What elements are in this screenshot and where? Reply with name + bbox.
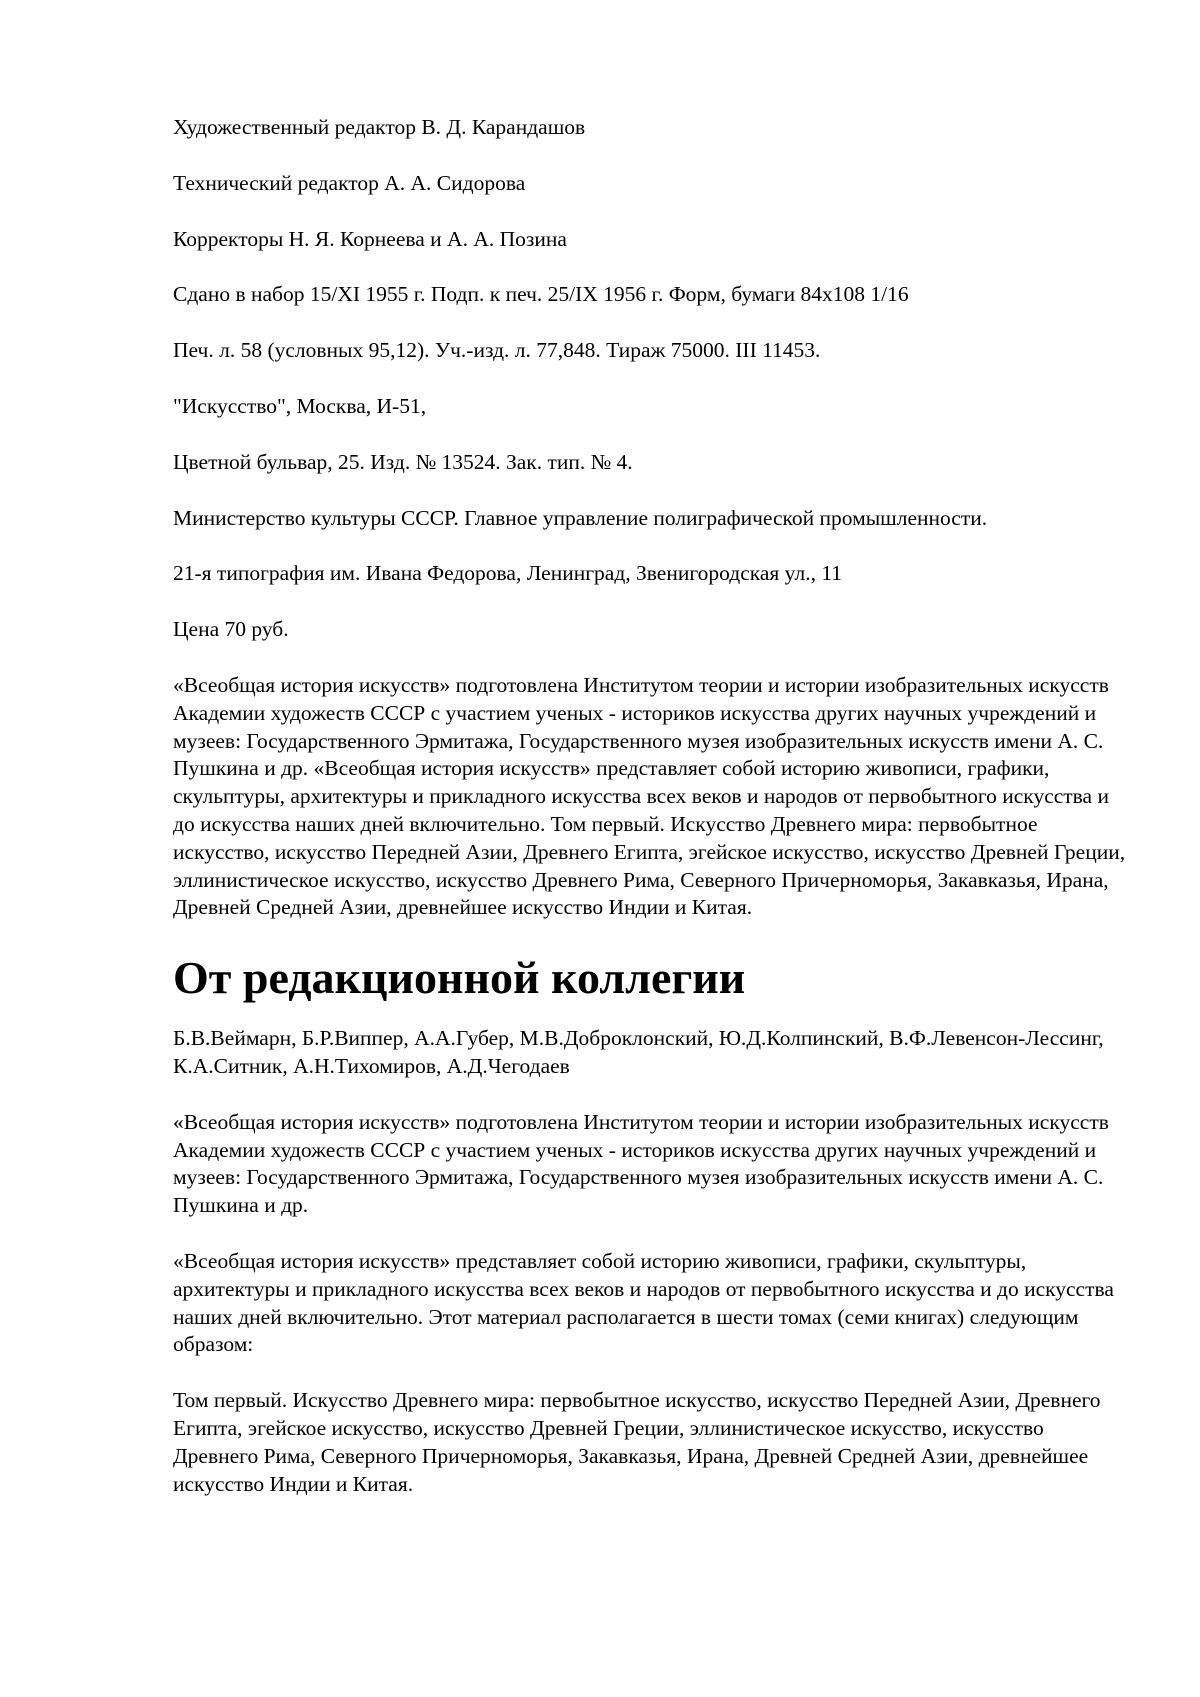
imprint-price: Цена 70 руб. [173, 617, 289, 642]
imprint-printing-house: 21-я типография им. Ивана Федорова, Ленинград, Звенигородская ул., 11 [173, 561, 843, 586]
imprint-print-dates: Сдано в набор 15/XI 1955 г. Подп. к печ. 25/IX 1956 г. Форм, бумаги 84х108 1/16 [173, 282, 909, 307]
section-paragraph-preparation: «Всеобщая история искусств» подготовлена Институтом теории и истории изобразительных искусств Академии художеств СССР с участием ученых - историков искусства других научных учреждений и музеев: Государственного Эрмитажа, Государственного музея изобразительных искусств имени А. С. Пушкина и др. [173, 1109, 1109, 1218]
imprint-print-sheets: Печ. л. 58 (условных 95,12). Уч.-изд. л. 77,848. Тираж 75000. III 11453. [173, 338, 821, 363]
imprint-address: Цветной бульвар, 25. Изд. № 13524. Зак. тип. № 4. [173, 449, 633, 474]
page-content [173, 114, 1133, 1526]
imprint-block [173, 114, 1133, 644]
imprint-ministry: Министерство культуры СССР. Главное управление полиграфической промышленности. [173, 505, 988, 530]
section-paragraph-scope: «Всеобщая история искусств» представляет собой историю живописи, графики, скульптуры, архитектуры и прикладного искусства всех веков и народов от первобытного искусства и до искусства наших дней включительно. Этот материал располагается в шести томах (семи книгах) следующим образом: [173, 1248, 1114, 1357]
summary-paragraph: «Всеобщая история искусств» подготовлена Институтом теории и истории изобразительных искусств Академии художеств СССР с участием ученых - историков искусства других научных учреждений и музеев: Государственного Эрмитажа, Государственного музея изобразительных искусств имени А. С. Пушкина и др. «Всеобщая история искусств» представляет собой историю живописи, графики, скульптуры, архитектуры и прикладного искусства всех веков и народов от первобытного искусства и до искусства наших дней включительно. Том первый. Искусство Древнего мира: первобытное искусство, искусство Передней Азии, Древнего Египта, эгейское искусство, искусство Древней Греции, эллинистическое искусство, искусство Древнего Рима, Северного Причерноморья, Закавказья, Ирана, Древней Средней Азии, древнейшее искусство Индии и Китая. [173, 672, 1126, 920]
imprint-publisher: "Искусство", Москва, И-51, [173, 393, 427, 418]
editorial-board-names: Б.В.Веймарн, Б.Р.Виппер, А.А.Губер, М.В.Доброклонский, Ю.Д.Колпинский, В.Ф.Левенсон-Лессинг, К.А.Ситник, А.Н.Тихомиров, А.Д.Чегодаев [173, 1026, 1104, 1078]
imprint-art-editor: Художественный редактор В. Д. Карандашов [173, 115, 586, 139]
imprint-proofreaders: Корректоры Н. Я. Корнеева и А. А. Позина [173, 226, 567, 251]
section-heading: От редакционной коллегии [173, 952, 746, 1004]
imprint-technical-editor: Технический редактор А. А. Сидорова [173, 170, 526, 195]
section-paragraph-volume-one: Том первый. Искусство Древнего мира: первобытное искусство, искусство Передней Азии, Древнего Египта, эгейское искусство, искусство Древней Греции, эллинистическое искусство, искусство Древнего Рима, Северного Причерноморья, Закавказья, Ирана, Древней Средней Азии, древнейшее искусство Индии и Китая. [173, 1388, 1101, 1496]
